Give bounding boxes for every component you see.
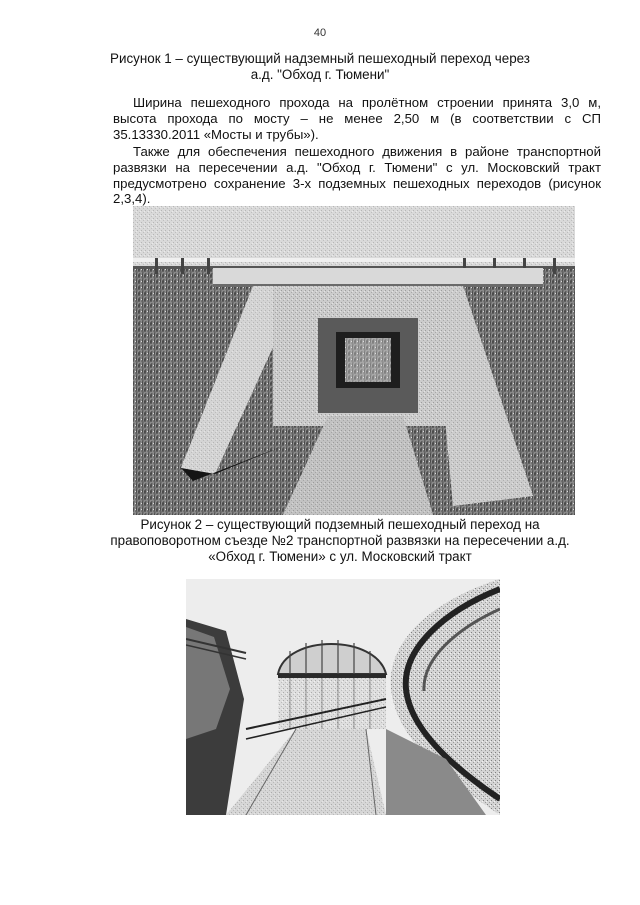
- underpass-photo-drawing: [133, 206, 575, 515]
- paragraph-width-height: [113, 95, 601, 142]
- covered-underpass-entrance-photo: [186, 579, 500, 815]
- covered-entrance-photo-drawing: [186, 579, 500, 815]
- figure-1-caption: [80, 51, 560, 83]
- page-number: 40: [313, 27, 327, 39]
- underpass-photo: [133, 206, 575, 515]
- paragraph-2-text: Также для обеспечения пешеходного движения в районе транспортной развязки на пересечении а.д. "Обход г. Тюмени" с ул. Московский тракт предусмотрено сохранение 3-х подземных пешеходных переходов (рисунок 2,3,4).: [113, 144, 601, 207]
- figure-2-caption: [90, 517, 590, 565]
- figure-1-caption-line-1: Рисунок 1 – существующий надземный пешеходный переход через: [110, 51, 530, 66]
- paragraph-underpasses: [113, 144, 601, 207]
- figure-1-caption-line-2: а.д. "Обход г. Тюмени": [250, 67, 390, 82]
- figure-2-caption-line-3: «Обход г. Тюмени» с ул. Московский тракт: [208, 549, 472, 564]
- paragraph-1-text: Ширина пешеходного прохода на пролётном строении принята 3,0 м, высота прохода по мосту – не менее 2,50 м (в соответствии с СП 35.13330.2011 «Мосты и трубы»).: [113, 95, 601, 142]
- figure-2-caption-line-2: правоповоротном съезде №2 транспортной развязки на пересечении а.д.: [110, 533, 570, 548]
- figure-2-caption-line-1: Рисунок 2 – существующий подземный пешеходный переход на: [140, 517, 540, 532]
